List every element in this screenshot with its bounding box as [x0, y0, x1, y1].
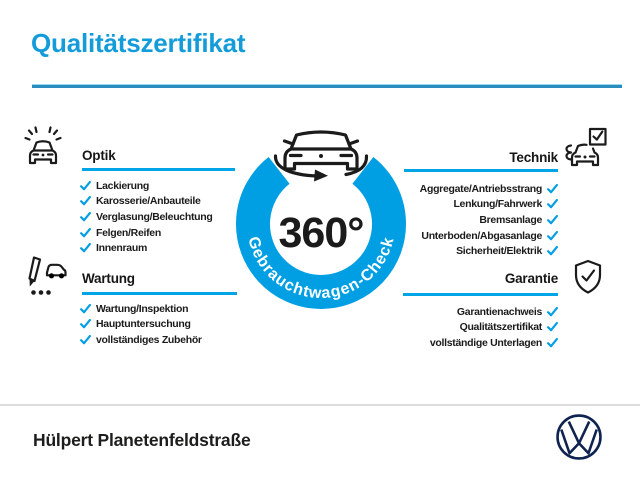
- check-icon: [80, 228, 91, 238]
- list-item: [430, 335, 558, 351]
- dealer-name: Hülpert Planetenfeldstraße: [33, 430, 251, 450]
- list-item-label: Wartung/Inspektion: [96, 302, 189, 315]
- check-icon: [547, 215, 558, 225]
- check-icon: [547, 184, 558, 194]
- check-icon: [547, 246, 558, 256]
- list-item: [456, 243, 558, 259]
- badge-degrees: 360°: [278, 209, 364, 257]
- list-item-label: Felgen/Reifen: [96, 226, 161, 239]
- list-item: [420, 181, 558, 197]
- list-item-label: Lackierung: [96, 179, 150, 192]
- 360-check-badge: [221, 119, 421, 319]
- check-icon: [80, 181, 91, 191]
- list-item: [453, 197, 558, 213]
- page-title: Qualitätszertifikat: [31, 28, 246, 58]
- list-item: [421, 228, 558, 244]
- check-icon: [547, 322, 558, 332]
- list-item-label: Unterboden/Abgasanlage: [421, 229, 542, 242]
- list-item: [80, 225, 213, 241]
- list-item: [80, 317, 202, 333]
- list-item: [80, 240, 213, 256]
- list-item: [80, 332, 202, 348]
- list-item-label: Garantienachweis: [456, 305, 542, 318]
- section-divider-optik: [82, 168, 235, 171]
- badge-ring-label: Gebrauchtwagen-Check: [244, 234, 398, 303]
- section-divider-garantie: [403, 293, 558, 296]
- check-icon: [80, 304, 91, 314]
- shield-check-icon: [572, 259, 604, 295]
- checklist-wartung: [80, 301, 202, 348]
- car-rotation-icon: [275, 132, 366, 182]
- list-item-label: Verglasung/Beleuchtung: [96, 210, 213, 223]
- section-heading-optik: Optik: [82, 148, 116, 163]
- car-shine-icon: [22, 126, 64, 168]
- car-checkbox-icon: [562, 127, 610, 173]
- section-divider-wartung: [82, 292, 237, 295]
- list-item-label: vollständiges Zubehör: [96, 333, 202, 346]
- section-heading-technik: Technik: [509, 150, 558, 165]
- section-divider-technik: [404, 169, 558, 172]
- list-item-label: Karosserie/Anbauteile: [96, 195, 201, 208]
- section-heading-wartung: Wartung: [82, 271, 135, 286]
- list-item-label: Aggregate/Antriebsstrang: [419, 182, 542, 195]
- list-item: [80, 178, 213, 194]
- list-item: [80, 194, 213, 210]
- list-item-label: vollständige Unterlagen: [429, 336, 542, 349]
- check-icon: [547, 307, 558, 317]
- check-icon: [547, 338, 558, 348]
- list-item: [80, 209, 213, 225]
- list-item: [460, 320, 558, 336]
- title-divider: [32, 84, 622, 88]
- list-item-label: Qualitätszertifikat: [459, 321, 542, 334]
- checklist-technik: [420, 181, 558, 259]
- check-icon: [80, 212, 91, 222]
- list-item: [479, 212, 558, 228]
- footer-divider: [0, 404, 640, 406]
- check-icon: [80, 196, 91, 206]
- list-item-label: Hauptuntersuchung: [96, 318, 191, 331]
- check-icon: [547, 231, 558, 241]
- check-icon: [547, 199, 558, 209]
- list-item-label: Innenraum: [96, 242, 147, 255]
- section-heading-garantie: Garantie: [504, 271, 558, 286]
- check-icon: [80, 335, 91, 345]
- list-item-label: Lenkung/Fahrwerk: [453, 198, 542, 211]
- checklist-optik: [80, 178, 213, 256]
- volkswagen-logo: [554, 412, 604, 462]
- list-item-label: Sicherheit/Elektrik: [456, 245, 542, 258]
- check-icon: [80, 243, 91, 253]
- check-icon: [80, 319, 91, 329]
- service-checklist-icon: [24, 254, 68, 298]
- list-item: [80, 301, 202, 317]
- checklist-garantie: [430, 304, 558, 351]
- list-item-label: Bremsanlage: [479, 213, 542, 226]
- list-item: [457, 304, 558, 320]
